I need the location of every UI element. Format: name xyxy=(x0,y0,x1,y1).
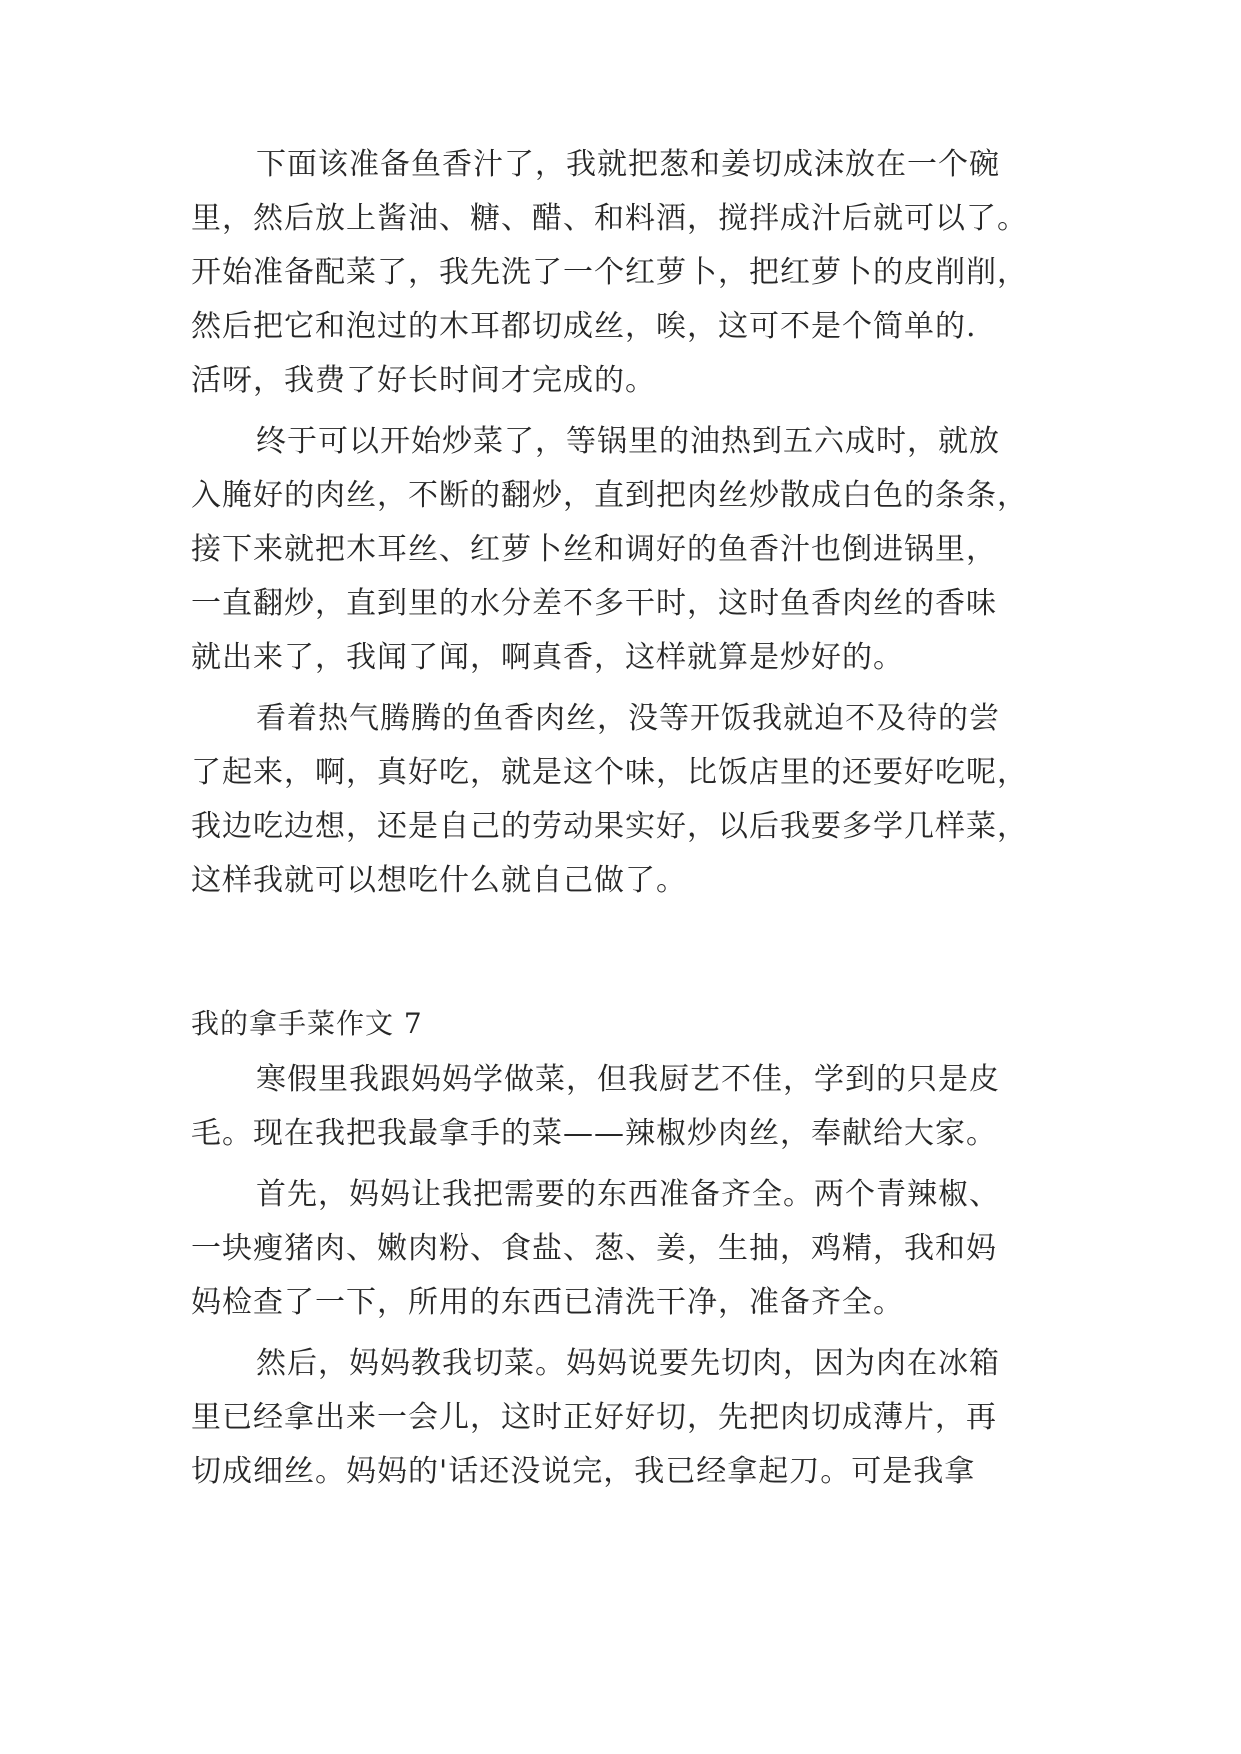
text-line: 入腌好的肉丝，不断的翻炒，直到把肉丝炒散成白色的条条， xyxy=(191,478,1028,513)
text-line: 毛。现在我把我最拿手的菜——辣椒炒肉丝，奉献给大家。 xyxy=(191,1116,997,1151)
text-line: 然后，妈妈教我切菜。妈妈说要先切肉，因为肉在冰箱 xyxy=(256,1346,1000,1381)
text-line: 下面该准备鱼香汁了，我就把葱和姜切成沫放在一个碗 xyxy=(256,147,1000,182)
text-line: 这样我就可以想吃什么就自己做了。 xyxy=(191,863,687,898)
text-line: 终于可以开始炒菜了，等锅里的油热到五六成时，就放 xyxy=(256,424,1000,459)
text-line: 妈检查了一下，所用的东西已清洗干净，准备齐全。 xyxy=(191,1285,904,1320)
text-line: 我边吃边想，还是自己的劳动果实好，以后我要多学几样菜， xyxy=(191,809,1028,844)
text-line: 切成细丝。妈妈的'话还没说完，我已经拿起刀。可是我拿 xyxy=(191,1454,976,1489)
text-line: 首先，妈妈让我把需要的东西准备齐全。两个青辣椒、 xyxy=(256,1177,1000,1212)
text-line: 一块瘦猪肉、嫩肉粉、食盐、葱、姜，生抽，鸡精，我和妈 xyxy=(191,1231,997,1266)
text-line: 接下来就把木耳丝、红萝卜丝和调好的鱼香汁也倒进锅里， xyxy=(191,532,997,567)
section-title: 我的拿手菜作文 7 xyxy=(191,1007,423,1040)
text-line: 一直翻炒，直到里的水分差不多干时，这时鱼香肉丝的香味 xyxy=(191,586,997,621)
text-line: 里已经拿出来一会儿，这时正好好切，先把肉切成薄片，再 xyxy=(191,1400,997,1435)
text-line: 看着热气腾腾的鱼香肉丝，没等开饭我就迫不及待的尝 xyxy=(256,701,1000,736)
text-line: 开始准备配菜了，我先洗了一个红萝卜，把红萝卜的皮削削， xyxy=(191,255,1028,290)
text-line: 了起来，啊，真好吃，就是这个味，比饭店里的还要好吃呢， xyxy=(191,755,1028,790)
text-line: 活呀，我费了好长时间才完成的。 xyxy=(191,363,656,398)
text-line: 寒假里我跟妈妈学做菜，但我厨艺不佳，学到的只是皮 xyxy=(256,1062,1000,1097)
text-line: 里，然后放上酱油、糖、醋、和料酒，搅拌成汁后就可以了。 xyxy=(191,201,1028,236)
text-line: 然后把它和泡过的木耳都切成丝，唉，这可不是个简单的. xyxy=(191,309,977,344)
text-line: 就出来了，我闻了闻，啊真香，这样就算是炒好的。 xyxy=(191,640,904,675)
